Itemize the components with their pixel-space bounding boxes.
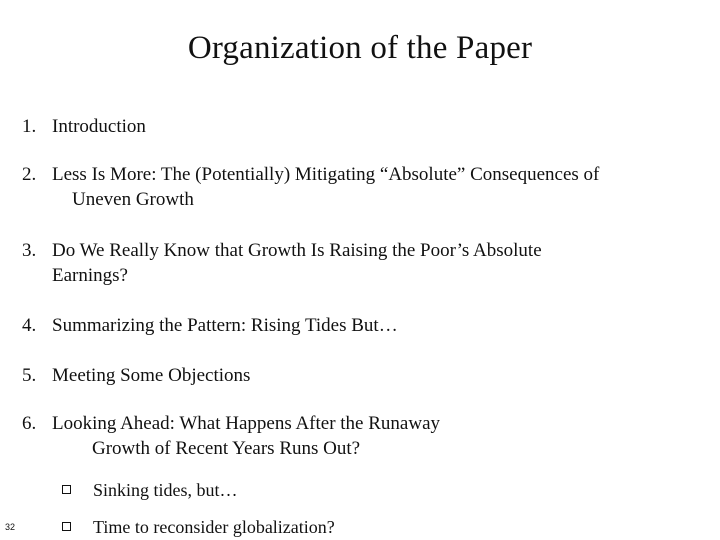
list-item-text: Summarizing the Pattern: Rising Tides But… (52, 315, 398, 336)
list-item-text: Less Is More: The (Potentially) Mitigating “Absolute” Consequences of (52, 164, 600, 185)
list-item-number: 3. (22, 240, 37, 261)
list-item-text-continued: Uneven Growth (72, 189, 194, 210)
list-item-text-continued: Growth of Recent Years Runs Out? (92, 438, 361, 459)
list-item-number: 6. (22, 413, 37, 434)
list-item-text: Do We Really Know that Growth Is Raising the Poor’s Absolute (52, 240, 542, 261)
list-item-number: 2. (22, 164, 37, 185)
list-item-text-continued: Earnings? (52, 265, 128, 286)
checkbox-bullet-icon (62, 522, 71, 531)
list-item-text: Looking Ahead: What Happens After the Runaway (52, 413, 440, 434)
page-number: 32 (5, 522, 16, 532)
list-item-text: Meeting Some Objections (52, 365, 251, 386)
checkbox-bullet-icon (62, 485, 71, 494)
list-item-number: 1. (22, 116, 37, 137)
sub-list-item-text: Sinking tides, but… (93, 480, 238, 500)
sub-list-item-text: Time to reconsider globalization? (93, 517, 335, 537)
list-item-number: 4. (22, 315, 37, 336)
slide-title: Organization of the Paper (187, 30, 533, 66)
list-item-text: Introduction (52, 116, 146, 137)
list-item-number: 5. (22, 365, 37, 386)
